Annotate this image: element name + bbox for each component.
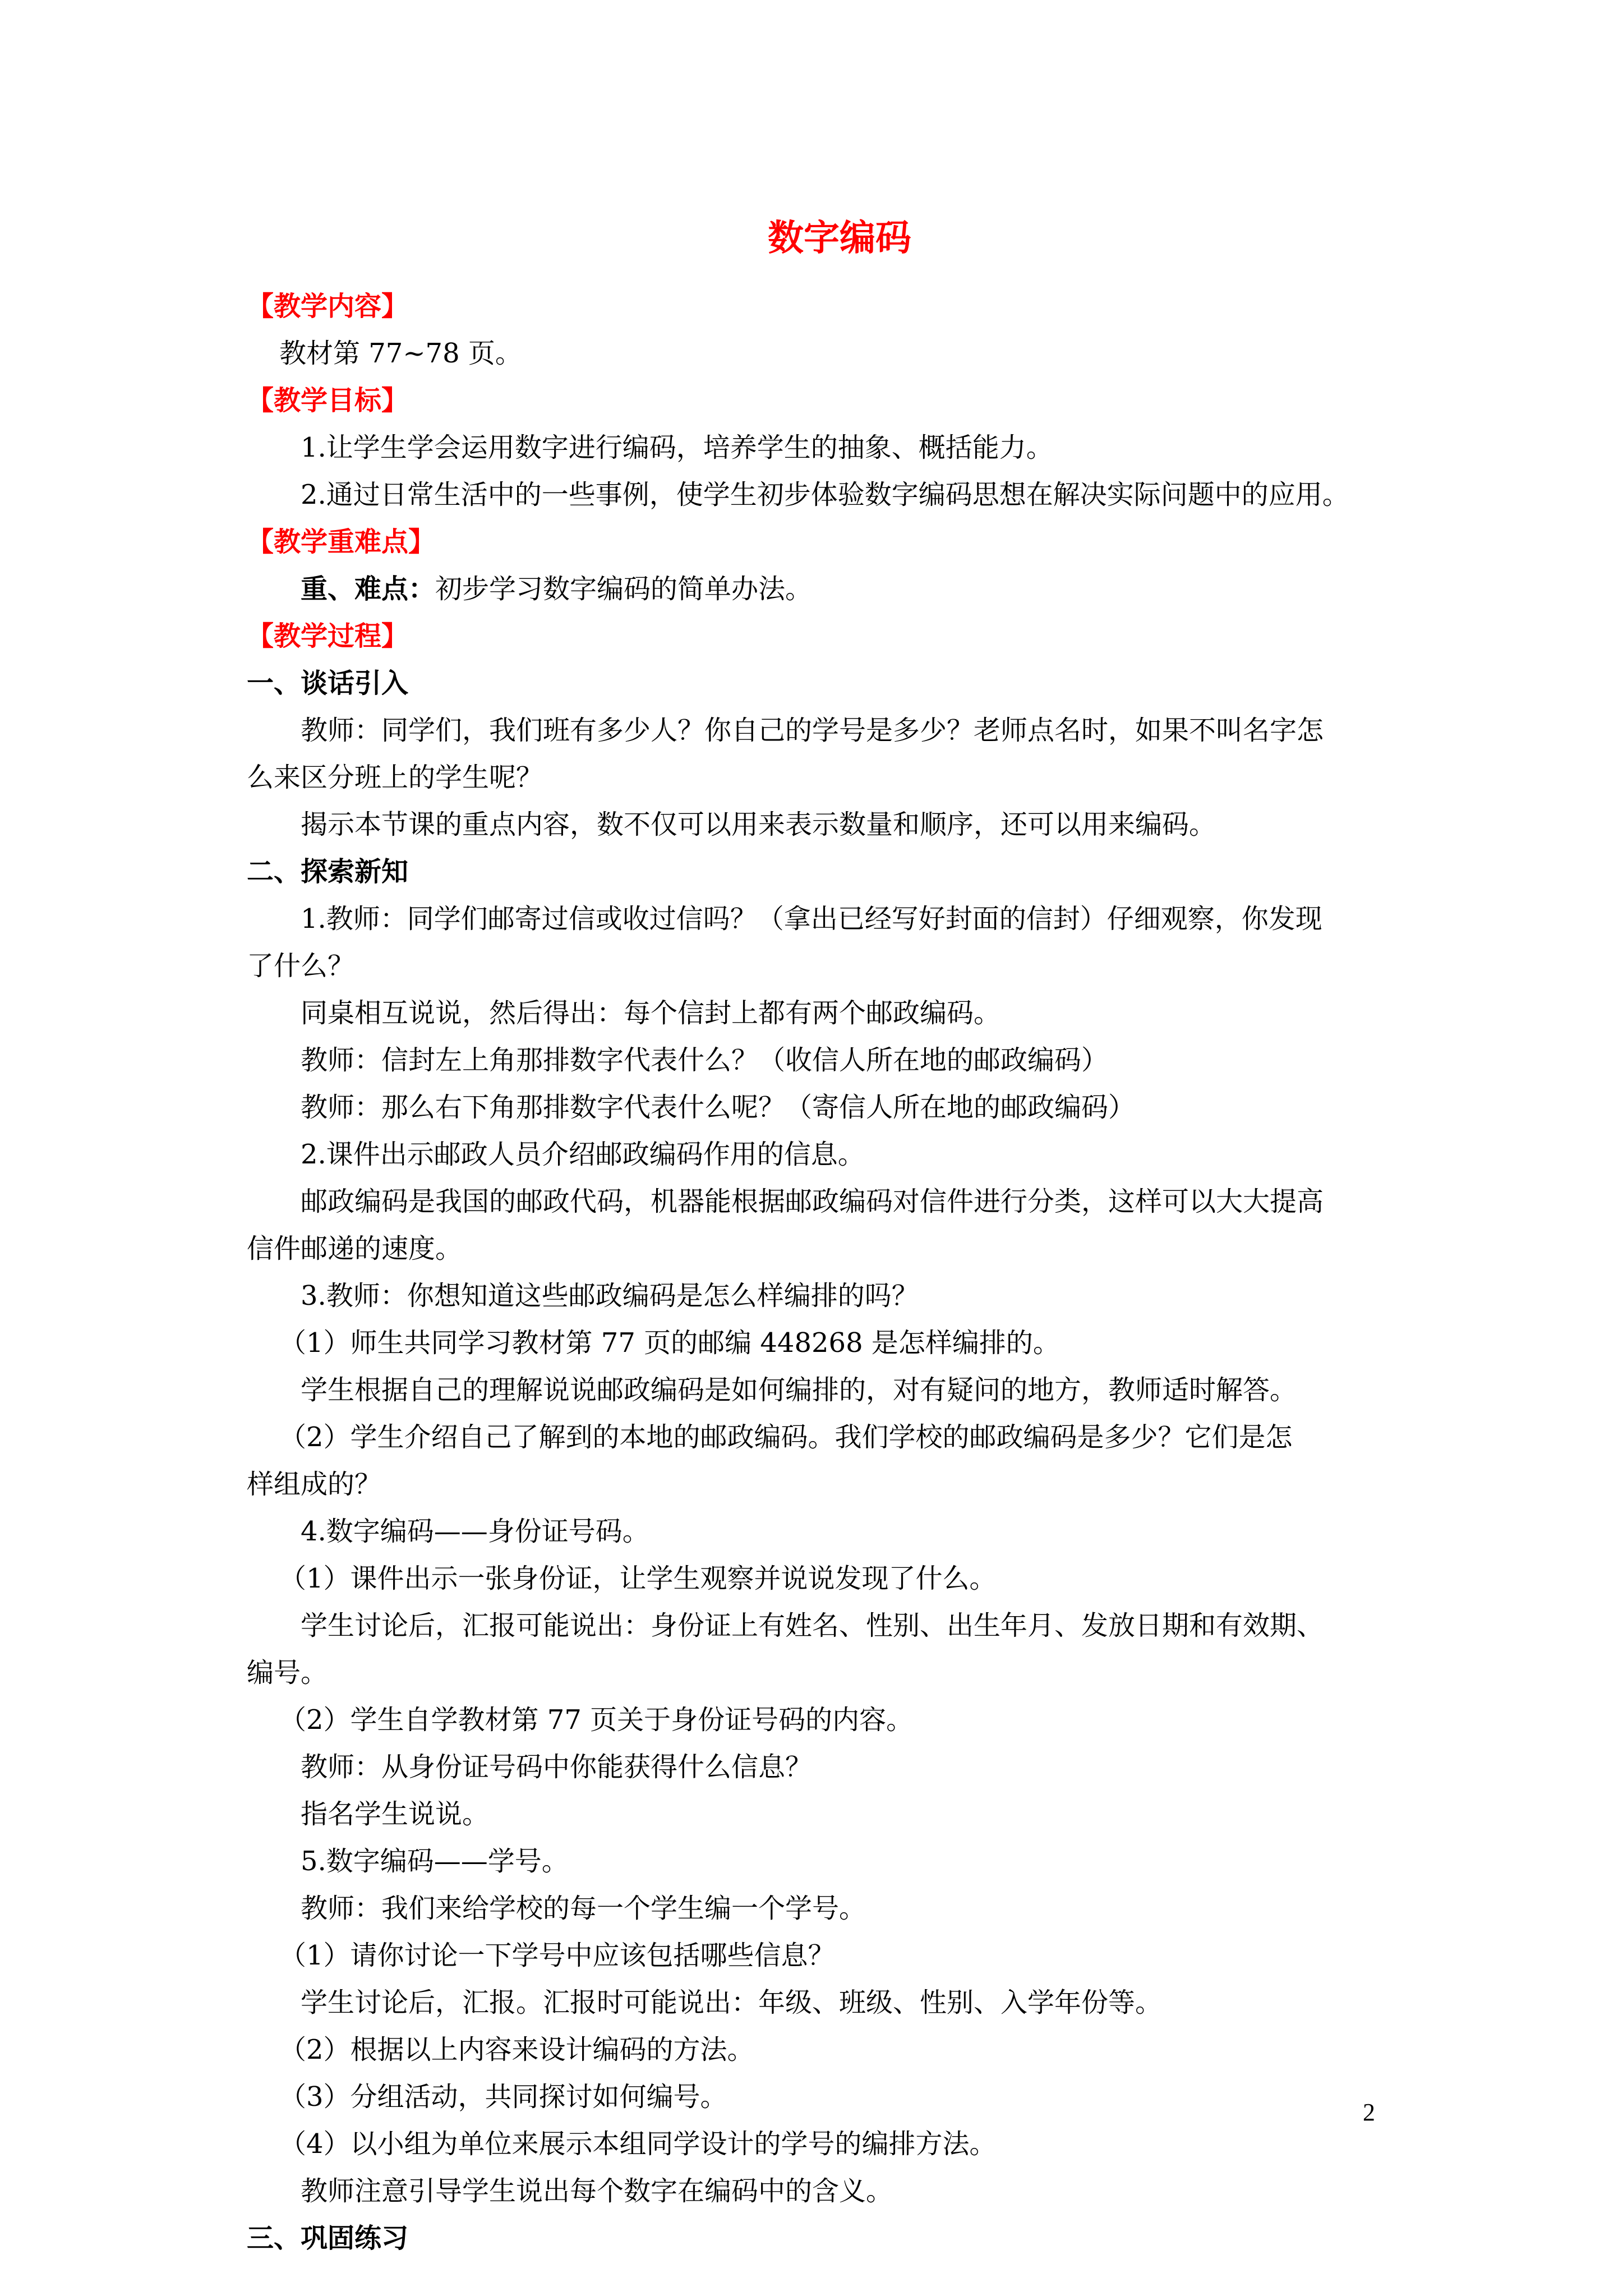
body-line (247, 1131, 1432, 1178)
line-text: 学生讨论后，汇报。汇报时可能说出：年级、班级、性别、入学年份等。 (301, 1987, 1163, 2018)
line-text: 【教学过程】 (247, 620, 409, 652)
section-heading (247, 283, 1432, 330)
body-line (247, 1979, 1432, 2026)
body-line (247, 1037, 1432, 1084)
line-text: 3.教师：你想知道这些邮政编码是怎么样编排的吗？ (301, 1280, 919, 1312)
line-text: （1）师生共同学习教材第 77 页的邮编 448268 是怎样编排的。 (279, 1327, 1060, 1359)
line-text: 邮政编码是我国的邮政代码，机器能根据邮政编码对信件进行分类，这样可以大大提高 (301, 1186, 1324, 1217)
line-text: 【教学目标】 (247, 385, 409, 416)
line-text: 教师：信封左上角那排数字代表什么？（收信人所在地的邮政编码） (301, 1045, 1109, 1076)
body-line (247, 1743, 1432, 1791)
line-text: （1）请你讨论一下学号中应该包括哪些信息？ (279, 1940, 835, 1971)
body-line (247, 1225, 1432, 1272)
line-text: （2）学生自学教材第 77 页关于身份证号码的内容。 (279, 1704, 914, 1736)
part-heading (247, 848, 1432, 895)
line-text: （2）学生介绍自己了解到的本地的邮政编码。我们学校的邮政编码是多少？它们是怎 (279, 1421, 1293, 1453)
line-text: 二、探索新知 (247, 856, 409, 887)
body-line (247, 895, 1432, 942)
line-text: 样组成的？ (247, 1469, 382, 1500)
body-line (247, 1791, 1432, 1838)
line-text: 学生根据自己的理解说说邮政编码是如何编排的，对有疑问的地方，教师适时解答。 (301, 1374, 1297, 1406)
line-text: 揭示本节课的重点内容，数不仅可以用来表示数量和顺序，还可以用来编码。 (301, 809, 1216, 840)
body-line (247, 1649, 1432, 1696)
line-text: 【教学重难点】 (247, 526, 436, 558)
body-line (247, 565, 1432, 613)
line-text: 学生讨论后，汇报可能说出：身份证上有姓名、性别、出生年月、发放日期和有效期、 (301, 1610, 1324, 1641)
body-line (247, 1508, 1432, 1555)
body-line (247, 801, 1432, 848)
body-line (247, 330, 1432, 377)
line-text: 三、巩固练习 (247, 2223, 409, 2254)
body-line (247, 1461, 1432, 1508)
line-text: 教师：那么右下角那排数字代表什么呢？（寄信人所在地的邮政编码） (301, 1092, 1136, 1123)
line-text: 教师：我们来给学校的每一个学生编一个学号。 (301, 1893, 866, 1924)
line-text: 初步学习数字编码的简单办法。 (435, 573, 813, 605)
body-line (247, 1838, 1432, 1885)
body-line (247, 2073, 1432, 2120)
line-text: 【教学内容】 (247, 291, 409, 322)
line-text: 指名学生说说。 (301, 1798, 490, 1830)
line-text: 教师：从身份证号码中你能获得什么信息？ (301, 1751, 813, 1783)
body-line (247, 1084, 1432, 1131)
document-title: 数字编码 (768, 217, 911, 259)
body-line (247, 2120, 1432, 2168)
body-line (247, 424, 1432, 471)
line-text: 么来区分班上的学生呢？ (247, 762, 543, 793)
line-text: 一、谈话引入 (247, 668, 409, 699)
body-line (247, 1885, 1432, 1932)
line-text: （3）分组活动，共同探讨如何编号。 (279, 2081, 727, 2113)
body-line (247, 471, 1432, 518)
page-number: 2 (1363, 2099, 1375, 2126)
body-line (247, 1932, 1432, 1979)
document-body (247, 283, 1432, 2262)
line-text: （2）根据以上内容来设计编码的方法。 (279, 2034, 754, 2065)
line-text: 1.让学生学会运用数字进行编码，培养学生的抽象、概括能力。 (301, 432, 1053, 463)
line-text: 同桌相互说说，然后得出：每个信封上都有两个邮政编码。 (301, 997, 1001, 1029)
line-text: （4）以小组为单位来展示本组同学设计的学号的编排方法。 (279, 2128, 997, 2160)
bold-label: 重、难点： (301, 573, 436, 605)
body-line (247, 2168, 1432, 2215)
line-text: 信件邮递的速度。 (247, 1233, 463, 1264)
body-line (247, 1272, 1432, 1319)
body-line (247, 754, 1432, 801)
line-text: 5.数字编码——学号。 (301, 1846, 569, 1877)
line-text: 4.数字编码——身份证号码。 (301, 1516, 649, 1547)
body-line (247, 1602, 1432, 1649)
section-heading (247, 613, 1432, 660)
part-heading (247, 2215, 1432, 2262)
part-heading (247, 660, 1432, 707)
body-line (247, 707, 1432, 754)
body-line (247, 2026, 1432, 2073)
line-text: 教材第 77~78 页。 (279, 338, 522, 369)
line-text: （1）课件出示一张身份证，让学生观察并说说发现了什么。 (279, 1563, 997, 1594)
line-text: 2.课件出示邮政人员介绍邮政编码作用的信息。 (301, 1139, 865, 1170)
section-heading (247, 377, 1432, 424)
body-line (247, 990, 1432, 1037)
line-text: 1.教师：同学们邮寄过信或收过信吗？（拿出已经写好封面的信封）仔细观察，你发现 (301, 903, 1322, 935)
body-line (247, 1696, 1432, 1743)
section-heading (247, 518, 1432, 565)
line-text: 了什么？ (247, 950, 355, 982)
line-text: 编号。 (247, 1657, 328, 1688)
line-text: 教师：同学们，我们班有多少人？你自己的学号是多少？老师点名时，如果不叫名字怎 (301, 715, 1324, 746)
body-line (247, 942, 1432, 990)
body-line (247, 1414, 1432, 1461)
body-line (247, 1319, 1432, 1366)
body-line (247, 1366, 1432, 1414)
body-line (247, 1555, 1432, 1602)
line-text: 教师注意引导学生说出每个数字在编码中的含义。 (301, 2175, 893, 2207)
body-line (247, 1178, 1432, 1225)
line-text: 2.通过日常生活中的一些事例，使学生初步体验数字编码思想在解决实际问题中的应用。 (301, 479, 1349, 510)
